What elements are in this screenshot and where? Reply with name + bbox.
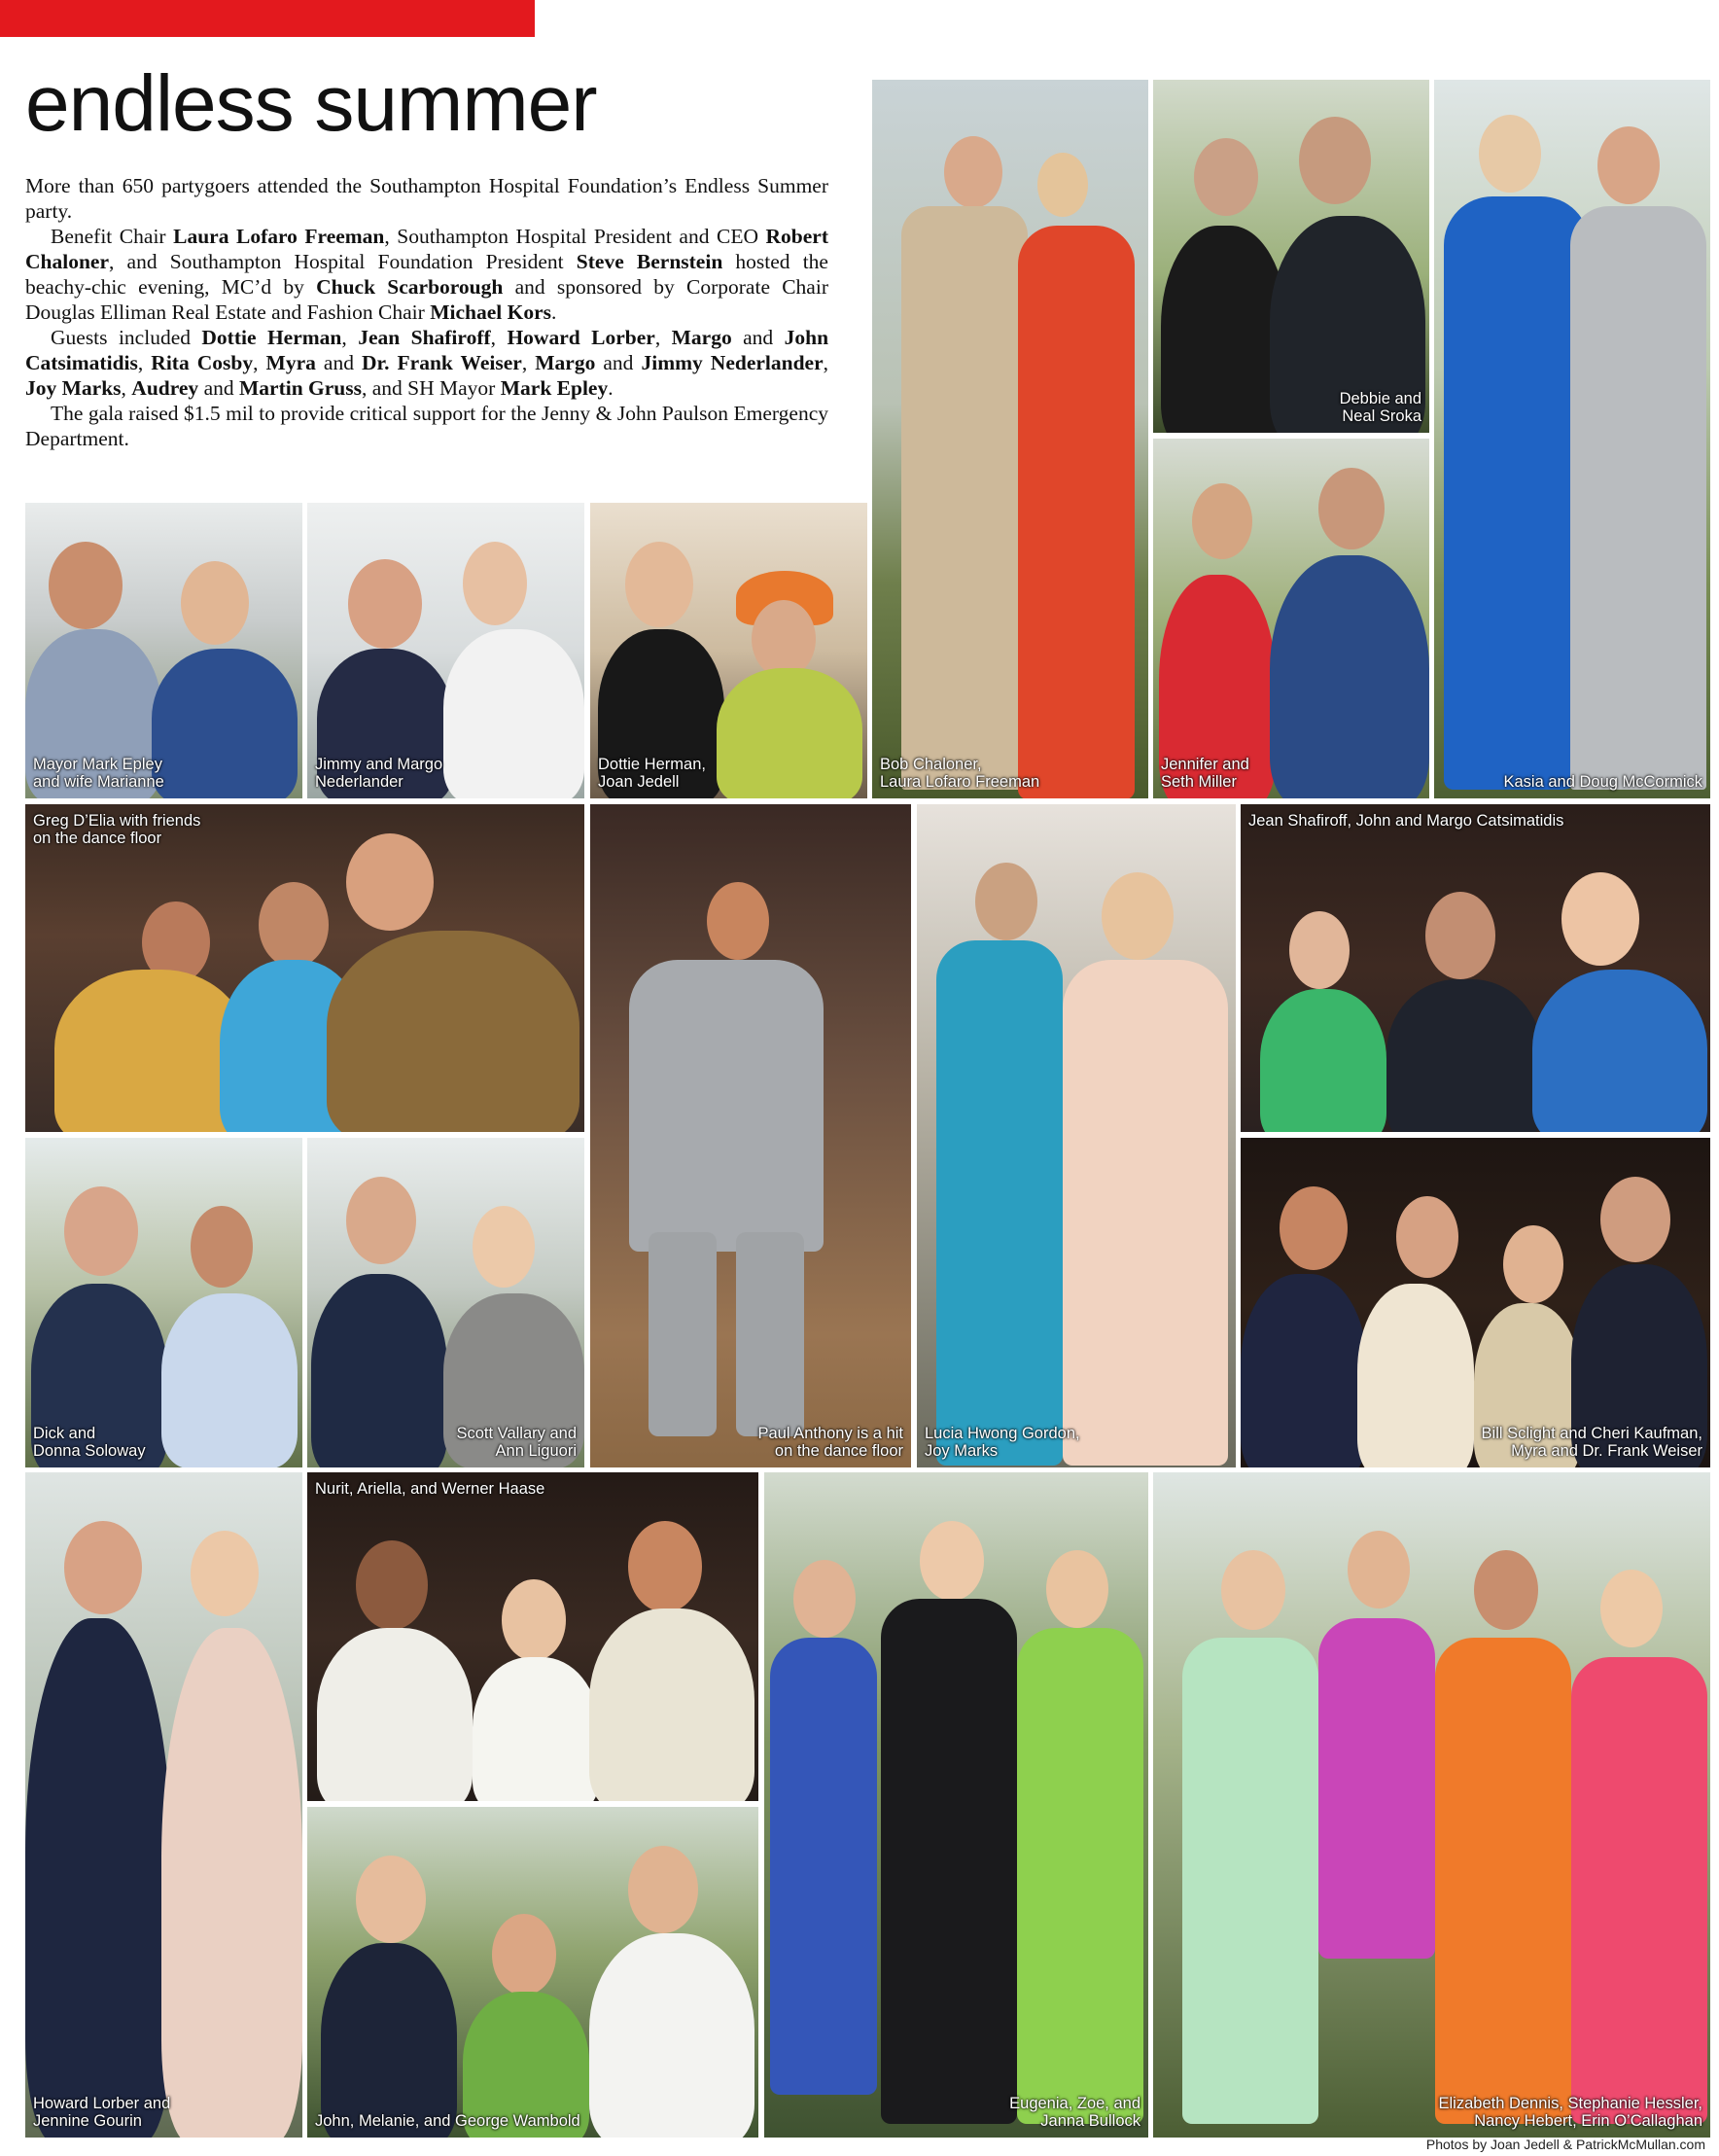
- photo-epley: [25, 503, 302, 798]
- photo-miller: [1153, 439, 1429, 798]
- photo-caption: Jimmy and Margo Nederlander: [315, 756, 443, 791]
- photo-chaloner-freeman: [872, 80, 1148, 798]
- photo-caption: Howard Lorber and Jennine Gourin: [33, 2095, 171, 2130]
- photo-caption: Dottie Herman, Joan Jedell: [598, 756, 706, 791]
- article-paragraph: Benefit Chair Laura Lofaro Freeman, Southampton Hospital President and CEO Robert Chaloner, and Southampton Hospital Foundation President Steve Bernstein hosted the beachy-chic evening, MC’d by Chuck Scarborough and sponsored by Corporate Chair Douglas Elliman Real Estate and Fashion Chair Michael Kors.: [25, 225, 829, 324]
- photo-caption: Jean Shafiroff, John and Margo Catsimatidis: [1248, 812, 1564, 830]
- article-paragraph: More than 650 partygoers attended the Southampton Hospital Foundation’s Endless Summer party.: [25, 174, 828, 223]
- photo-delia: [25, 804, 584, 1132]
- photo-bullock: [764, 1472, 1148, 2138]
- article-paragraph: Guests included Dottie Herman, Jean Shafiroff, Howard Lorber, Margo and John Catsimatidis, Rita Cosby, Myra and Dr. Frank Weiser, Margo and Jimmy Nederlander, Joy Marks, Audrey and Martin Gruss, and SH Mayor Mark Epley.: [25, 326, 829, 400]
- photo-mccormick: [1434, 80, 1710, 798]
- article-paragraph: The gala raised $1.5 mil to provide critical support for the Jenny & John Paulson Emergency Department.: [25, 402, 828, 450]
- photo-credit: Photos by Joan Jedell & PatrickMcMullan.com: [1425, 2137, 1705, 2152]
- photo-vallary-liguori: [307, 1138, 584, 1467]
- photo-caption: Bob Chaloner, Laura Lofaro Freeman: [880, 756, 1040, 791]
- photo-caption: Mayor Mark Epley and wife Marianne: [33, 756, 164, 791]
- article-body: [25, 173, 828, 451]
- photo-caption: Paul Anthony is a hit on the dance floor: [757, 1425, 903, 1460]
- photo-caption: John, Melanie, and George Wambold: [315, 2112, 580, 2130]
- header-accent-bar: [0, 0, 535, 37]
- photo-caption: Eugenia, Zoe, and Janna Bullock: [1009, 2095, 1140, 2130]
- page-title: endless summer: [25, 59, 597, 148]
- photo-caption: Debbie and Neal Sroka: [1339, 390, 1421, 425]
- photo-caption: Dick and Donna Soloway: [33, 1425, 146, 1460]
- photo-dennis-hessler-hebert-ocallaghan: [1153, 1472, 1710, 2138]
- photo-caption: Greg D’Elia with friends on the dance floor: [33, 812, 201, 847]
- photo-nederlander: [307, 503, 584, 798]
- photo-lorber-gourin: [25, 1472, 302, 2138]
- photo-caption: Elizabeth Dennis, Stephanie Hessler, Nancy Hebert, Erin O’Callaghan: [1438, 2095, 1702, 2130]
- photo-caption: Scott Vallary and Ann Liguori: [456, 1425, 577, 1460]
- photo-shafiroff-catsimatidis: [1241, 804, 1710, 1132]
- photo-wambold: [307, 1807, 758, 2138]
- photo-soloway: [25, 1138, 302, 1467]
- photo-sroka: [1153, 80, 1429, 433]
- photo-sclight-kaufman-weiser: [1241, 1138, 1710, 1467]
- photo-haase: [307, 1472, 758, 1801]
- photo-hwong-marks: [917, 804, 1236, 1467]
- photo-caption: Kasia and Doug McCormick: [1503, 773, 1702, 791]
- photo-caption: Nurit, Ariella, and Werner Haase: [315, 1480, 545, 1498]
- photo-caption: Lucia Hwong Gordon, Joy Marks: [925, 1425, 1080, 1460]
- photo-caption: Bill Sclight and Cheri Kaufman, Myra and Dr. Frank Weiser: [1481, 1425, 1702, 1460]
- photo-herman-jedell: [590, 503, 867, 798]
- photo-paul-anthony: [590, 804, 911, 1467]
- photo-caption: Jennifer and Seth Miller: [1161, 756, 1249, 791]
